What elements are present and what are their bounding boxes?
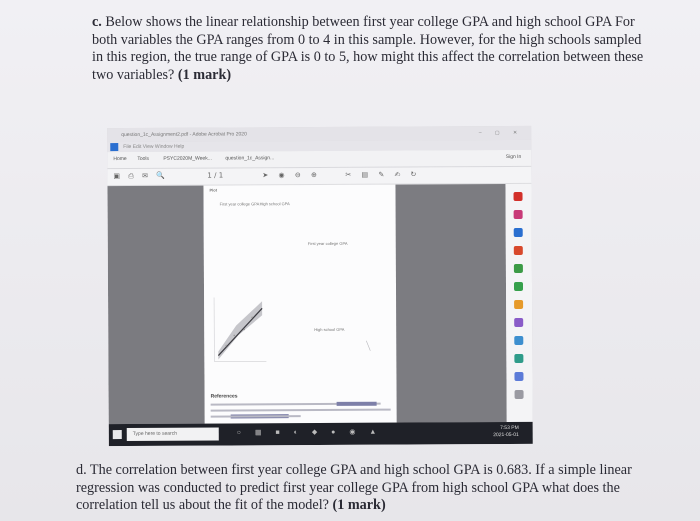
question-c-label: c.	[92, 14, 102, 30]
fill-sign-icon[interactable]	[514, 264, 523, 273]
right-pane	[395, 184, 506, 423]
window-controls[interactable]: – ▢ ✕	[478, 129, 524, 137]
regression-plot	[203, 185, 396, 424]
taskbar-search[interactable]: Type here to search	[127, 428, 219, 441]
page-indicator[interactable]: 1 / 1	[207, 171, 224, 180]
references-heading: References	[210, 393, 238, 400]
collapse-icon[interactable]	[515, 390, 524, 399]
window-title: question_1c_Assignment2.pdf - Adobe Acrobat Pro 2020	[121, 131, 247, 139]
data-point	[226, 345, 228, 347]
data-point	[243, 329, 245, 331]
comment-icon[interactable]	[514, 300, 523, 309]
tab-tools[interactable]: Tools	[137, 155, 150, 162]
question-c-marks: (1 mark)	[177, 66, 232, 83]
data-point	[233, 335, 235, 337]
edit-pdf-icon[interactable]	[514, 210, 523, 219]
clock-time: 7:53 PM	[500, 424, 519, 432]
hs-gpa-label: High school GPA	[259, 201, 290, 207]
pdf-page	[203, 185, 396, 424]
scan-icon[interactable]	[514, 282, 523, 291]
taskbar-clock	[493, 425, 519, 439]
file-tools[interactable]: ▣ ⎙ ✉ 🔍	[113, 171, 168, 181]
clock-date: 2021-05-01	[493, 431, 519, 439]
protect-icon[interactable]	[514, 318, 523, 327]
reference-highlight	[337, 402, 377, 406]
acrobat-logo-icon	[110, 143, 118, 151]
question-c-text: Below shows the linear relationship between first year college GPA and high school GPA For both variables the GPA ranges from 0 to 4 in this sample. However, for the high schools sampled in this region, the true range of GPA is 0 to 5, how might this affect the correlation between these two variables?	[92, 14, 644, 83]
regression-line	[218, 308, 262, 355]
annotate-tools[interactable]: ✂ ▤ ✎ ✍ ↻	[345, 170, 421, 179]
tools-sidebar	[505, 184, 532, 422]
windows-start-icon[interactable]	[113, 430, 122, 439]
tab-home[interactable]: Home	[113, 156, 127, 163]
question-d-marks: (1 mark)	[332, 497, 386, 513]
data-point	[251, 317, 253, 319]
more-tools-icon[interactable]	[514, 372, 523, 381]
nav-tools[interactable]: ➤ ◉ ⊖ ⊕	[262, 170, 321, 180]
laptop-screen-photo	[107, 126, 533, 446]
question-c	[92, 14, 652, 84]
export-pdf-icon[interactable]	[514, 228, 523, 237]
left-pane	[107, 186, 204, 424]
fy-gpa-label: First year college GPA	[219, 201, 260, 207]
send-icon[interactable]	[514, 336, 523, 345]
question-d-text: d. The correlation between first year college GPA and high school GPA is 0.683. If a simple linear regression was conducted to predict first year college GPA from high school GPA what does the correlation tell us about the fit of the model?	[76, 462, 632, 513]
plot-heading: Plot	[209, 187, 218, 193]
acrobat-toolbar	[107, 167, 531, 186]
tab-question-1c[interactable]: question_1c_Assign...	[225, 155, 275, 162]
share-icon[interactable]	[514, 354, 523, 363]
fy-gpa-label-2: First year college GPA	[307, 240, 348, 247]
organize-pages-icon[interactable]	[514, 246, 523, 255]
tab-psyc2020m[interactable]: PSYC2020M_Week...	[163, 155, 212, 162]
hs-gpa-label-2: High school GPA	[314, 326, 345, 333]
taskbar-apps[interactable]: ○ ▦ ■ ◐ ◆ ● ◉ ▲	[236, 428, 383, 437]
confidence-band	[218, 301, 262, 359]
menu-items[interactable]: File Edit View Window Help	[123, 143, 185, 151]
tab-bar	[107, 150, 531, 169]
question-d	[76, 462, 676, 515]
windows-taskbar	[109, 422, 533, 446]
create-pdf-icon[interactable]	[514, 192, 523, 201]
page-mark	[366, 341, 370, 351]
sign-in-button[interactable]: Sign In	[505, 153, 522, 161]
